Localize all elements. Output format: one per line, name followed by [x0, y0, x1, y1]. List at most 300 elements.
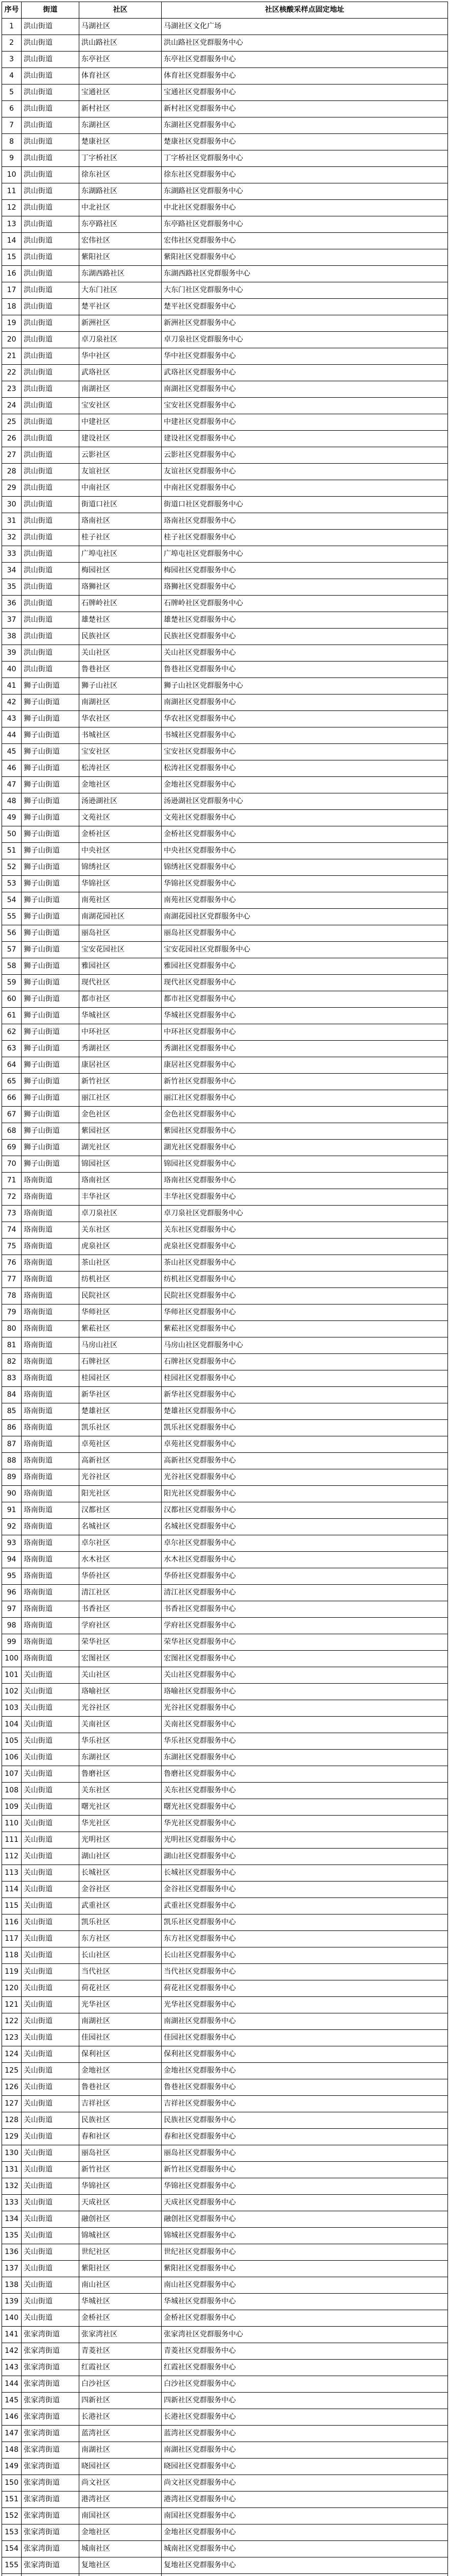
- row-community: 吉祥社区: [79, 2096, 162, 2112]
- row-community: 丁字桥社区: [79, 150, 162, 167]
- row-street: 狮子山街道: [22, 1107, 79, 1123]
- row-community: 华乐社区: [79, 1733, 162, 1750]
- row-address: 现代社区党群服务中心: [162, 975, 448, 991]
- row-index: 99: [2, 1634, 22, 1651]
- table-row: [2, 1403, 448, 1420]
- row-community: 桂园社区: [79, 1370, 162, 1387]
- row-index: 47: [2, 777, 22, 793]
- row-community: 卓苑社区: [79, 1436, 162, 1453]
- row-community: 青菱社区: [79, 2343, 162, 2360]
- row-address: 卓刀泉社区党群服务中心: [162, 1206, 448, 1222]
- row-index: 51: [2, 843, 22, 859]
- row-community: 民族社区: [79, 629, 162, 645]
- table-row: [2, 1189, 448, 1206]
- row-index: 4: [2, 68, 22, 84]
- row-community: 尚文社区: [79, 2475, 162, 2492]
- row-index: 140: [2, 2310, 22, 2327]
- row-street: 关山街道: [22, 1700, 79, 1717]
- row-community: 徐东社区: [79, 167, 162, 183]
- row-community: 丽江社区: [79, 1090, 162, 1107]
- row-address: 汤逊湖社区党群服务中心: [162, 793, 448, 810]
- table-row: [2, 1107, 448, 1123]
- row-street: 张家湾街道: [22, 2376, 79, 2393]
- row-index: 118: [2, 1947, 22, 1964]
- row-index: 35: [2, 579, 22, 596]
- table-row: [2, 2096, 448, 2112]
- table-row: [2, 1008, 448, 1024]
- table-row: [2, 2112, 448, 2129]
- row-index: 143: [2, 2360, 22, 2376]
- row-index: 90: [2, 1486, 22, 1502]
- table-row: [2, 1947, 448, 1964]
- row-index: 120: [2, 1980, 22, 1997]
- table-row: [2, 1156, 448, 1173]
- row-street: 洪山街道: [22, 84, 79, 101]
- row-community: 雅园社区: [79, 958, 162, 975]
- table-row: [2, 2327, 448, 2343]
- table-row: [2, 1997, 448, 2013]
- row-community: 汉都社区: [79, 1502, 162, 1519]
- row-index: 20: [2, 332, 22, 348]
- row-address: 光谷社区党群服务中心: [162, 1469, 448, 1486]
- row-community: 新竹社区: [79, 1074, 162, 1090]
- row-street: 洪山街道: [22, 167, 79, 183]
- row-index: 102: [2, 1684, 22, 1700]
- row-street: 洪山街道: [22, 612, 79, 629]
- table-row: [2, 563, 448, 579]
- table-row: [2, 1964, 448, 1980]
- table-row: [2, 216, 448, 233]
- row-street: 洪山街道: [22, 216, 79, 233]
- row-street: 狮子山街道: [22, 975, 79, 991]
- row-street: 洪山街道: [22, 150, 79, 167]
- row-community: 四新社区: [79, 2393, 162, 2409]
- row-index: 50: [2, 826, 22, 843]
- row-index: 72: [2, 1189, 22, 1206]
- row-community: 湖光社区: [79, 1140, 162, 1156]
- row-address: 新村社区党群服务中心: [162, 101, 448, 117]
- row-address: 南湖社区党群服务中心: [162, 2442, 448, 2459]
- row-community: 保利社区: [79, 2046, 162, 2063]
- row-community: 长城社区: [79, 1865, 162, 1882]
- row-address: 武重社区党群服务中心: [162, 1898, 448, 1914]
- row-community: 虎泉社区: [79, 1239, 162, 1255]
- row-community: 宝安社区: [79, 744, 162, 760]
- row-index: 107: [2, 1766, 22, 1783]
- row-index: 57: [2, 942, 22, 958]
- row-street: 张家湾街道: [22, 2343, 79, 2360]
- row-index: 78: [2, 1288, 22, 1304]
- row-address: 珞南社区党群服务中心: [162, 1173, 448, 1189]
- row-address: 雄楚社区党群服务中心: [162, 612, 448, 629]
- row-street: 关山街道: [22, 2112, 79, 2129]
- table-row: [2, 249, 448, 266]
- row-street: 狮子山街道: [22, 1156, 79, 1173]
- table-row: [2, 2492, 448, 2508]
- row-street: 洪山街道: [22, 200, 79, 216]
- row-street: 狮子山街道: [22, 909, 79, 925]
- row-community: 金地社区: [79, 777, 162, 793]
- row-community: 宝安社区: [79, 398, 162, 414]
- row-community: 东湖社区: [79, 117, 162, 134]
- table-row: [2, 1123, 448, 1140]
- row-community: 金地社区: [79, 2063, 162, 2079]
- row-community: 晓园社区: [79, 2459, 162, 2475]
- row-street: 洪山街道: [22, 134, 79, 150]
- table-row: [2, 134, 448, 150]
- row-street: 狮子山街道: [22, 727, 79, 744]
- row-community: 云影社区: [79, 447, 162, 464]
- table-row: [2, 925, 448, 942]
- row-street: 狮子山街道: [22, 711, 79, 727]
- row-address: 红霞社区党群服务中心: [162, 2360, 448, 2376]
- row-community: 书香社区: [79, 1601, 162, 1618]
- row-index: 79: [2, 1304, 22, 1321]
- row-community: 南湖社区: [79, 2013, 162, 2030]
- row-address: 港湾社区党群服务中心: [162, 2492, 448, 2508]
- row-address: 紫阳社区党群服务中心: [162, 249, 448, 266]
- row-community: 关南社区: [79, 1717, 162, 1733]
- row-community: 金谷社区: [79, 1882, 162, 1898]
- table-row: [2, 1469, 448, 1486]
- row-address: 楚平社区党群服务中心: [162, 299, 448, 315]
- row-index: 61: [2, 1008, 22, 1024]
- row-address: 桂园社区党群服务中心: [162, 1370, 448, 1387]
- row-street: 关山街道: [22, 2261, 79, 2277]
- row-street: 珞南街道: [22, 1173, 79, 1189]
- row-index: 128: [2, 2112, 22, 2129]
- row-community: 紫阳社区: [79, 249, 162, 266]
- table-row: [2, 1486, 448, 1502]
- row-index: 6: [2, 101, 22, 117]
- row-community: 蓝湾社区: [79, 2426, 162, 2442]
- row-address: 华中社区党群服务中心: [162, 348, 448, 365]
- row-index: 145: [2, 2393, 22, 2409]
- row-community: 学府社区: [79, 1618, 162, 1634]
- row-street: 狮子山街道: [22, 843, 79, 859]
- row-community: 光华社区: [79, 1997, 162, 2013]
- row-community: 中环社区: [79, 1024, 162, 1041]
- row-address: 云影社区党群服务中心: [162, 447, 448, 464]
- row-street: 洪山街道: [22, 183, 79, 200]
- row-street: 狮子山街道: [22, 826, 79, 843]
- row-street: 狮子山街道: [22, 942, 79, 958]
- row-community: 汤逊湖社区: [79, 793, 162, 810]
- table-row: [2, 991, 448, 1008]
- row-street: 珞南街道: [22, 1486, 79, 1502]
- table-row: [2, 1074, 448, 1090]
- row-community: 曙光社区: [79, 1799, 162, 1816]
- row-index: 9: [2, 150, 22, 167]
- table-row: [2, 117, 448, 134]
- table-row: [2, 2557, 448, 2574]
- row-index: 14: [2, 233, 22, 249]
- row-index: 16: [2, 266, 22, 282]
- row-street: 洪山街道: [22, 480, 79, 497]
- row-street: 洪山街道: [22, 117, 79, 134]
- table-row: [2, 1585, 448, 1601]
- table-row: [2, 1387, 448, 1403]
- table-row: [2, 1024, 448, 1041]
- table-row: [2, 497, 448, 513]
- row-index: 15: [2, 249, 22, 266]
- row-index: 95: [2, 1568, 22, 1585]
- row-community: 珞南社区: [79, 1173, 162, 1189]
- row-address: 金地社区党群服务中心: [162, 2524, 448, 2541]
- row-street: 洪山街道: [22, 579, 79, 596]
- table-row: [2, 1535, 448, 1552]
- row-community: 东湖西路社区: [79, 266, 162, 282]
- row-address: 南国社区党群服务中心: [162, 2508, 448, 2524]
- row-community: 宏伟社区: [79, 233, 162, 249]
- table-row: [2, 332, 448, 348]
- row-street: 关山街道: [22, 2228, 79, 2244]
- row-address: 关东社区党群服务中心: [162, 1222, 448, 1239]
- row-street: 珞南街道: [22, 1585, 79, 1601]
- row-street: 狮子山街道: [22, 793, 79, 810]
- row-index: 26: [2, 431, 22, 447]
- row-street: 珞南街道: [22, 1601, 79, 1618]
- table-body: [2, 19, 448, 2576]
- row-address: 马房山社区党群服务中心: [162, 1337, 448, 1354]
- row-street: 关山街道: [22, 2195, 79, 2211]
- row-index: 114: [2, 1882, 22, 1898]
- row-community: 丽岛社区: [79, 925, 162, 942]
- row-community: 华锦社区: [79, 2178, 162, 2195]
- row-street: 关山街道: [22, 2013, 79, 2030]
- table-row: [2, 2211, 448, 2228]
- table-row: [2, 1865, 448, 1882]
- table-row: [2, 1370, 448, 1387]
- table-row: [2, 2508, 448, 2524]
- address-table: [2, 2, 448, 2576]
- row-street: 珞南街道: [22, 1502, 79, 1519]
- row-index: 66: [2, 1090, 22, 1107]
- row-community: 阳光社区: [79, 1486, 162, 1502]
- row-address: 春和社区党群服务中心: [162, 2129, 448, 2145]
- table-row: [2, 1651, 448, 1667]
- row-address: 白沙社区党群服务中心: [162, 2376, 448, 2393]
- table-row: [2, 859, 448, 876]
- row-community: 凯乐社区: [79, 1914, 162, 1931]
- row-address: 晓园社区党群服务中心: [162, 2459, 448, 2475]
- row-street: 珞南街道: [22, 1535, 79, 1552]
- row-index: 23: [2, 381, 22, 398]
- row-community: 南湖花园社区: [79, 909, 162, 925]
- table-row: [2, 596, 448, 612]
- row-community: 华中社区: [79, 348, 162, 365]
- row-community: 南湖社区: [79, 694, 162, 711]
- table-row: [2, 1898, 448, 1914]
- table-row: [2, 84, 448, 101]
- row-street: 狮子山街道: [22, 760, 79, 777]
- table-row: [2, 2442, 448, 2459]
- row-index: 2: [2, 35, 22, 52]
- row-address: 华光社区党群服务中心: [162, 1816, 448, 1832]
- table-row: [2, 1288, 448, 1304]
- table-row: [2, 464, 448, 480]
- table-row: [2, 1255, 448, 1272]
- table-row: [2, 843, 448, 859]
- row-index: 68: [2, 1123, 22, 1140]
- row-community: 复地社区: [79, 2557, 162, 2574]
- row-address: 街道口社区党群服务中心: [162, 497, 448, 513]
- row-street: 珞南街道: [22, 1272, 79, 1288]
- row-address: 建设社区党群服务中心: [162, 431, 448, 447]
- table-row: [2, 2079, 448, 2096]
- row-street: 狮子山街道: [22, 892, 79, 909]
- table-row: [2, 447, 448, 464]
- table-row: [2, 2228, 448, 2244]
- row-address: 南苑社区党群服务中心: [162, 892, 448, 909]
- table-row: [2, 1568, 448, 1585]
- row-index: 3: [2, 52, 22, 68]
- row-street: 珞南街道: [22, 1189, 79, 1206]
- row-index: 52: [2, 859, 22, 876]
- row-address: 名城社区党群服务中心: [162, 1519, 448, 1535]
- row-address: 南湖花园社区党群服务中心: [162, 909, 448, 925]
- row-community: 马房山社区: [79, 1337, 162, 1354]
- row-street: 关山街道: [22, 1865, 79, 1882]
- row-address: 丽江社区党群服务中心: [162, 1090, 448, 1107]
- row-address: 锦城社区党群服务中心: [162, 2228, 448, 2244]
- row-street: 张家湾街道: [22, 2459, 79, 2475]
- row-index: 44: [2, 727, 22, 744]
- row-index: 43: [2, 711, 22, 727]
- row-street: 张家湾街道: [22, 2475, 79, 2492]
- table-row: [2, 1453, 448, 1469]
- row-street: 珞南街道: [22, 1519, 79, 1535]
- row-index: 101: [2, 1667, 22, 1684]
- row-address: 康居社区党群服务中心: [162, 1057, 448, 1074]
- row-index: 46: [2, 760, 22, 777]
- table-row: [2, 711, 448, 727]
- row-street: 洪山街道: [22, 447, 79, 464]
- row-address: 荷花社区党群服务中心: [162, 1980, 448, 1997]
- header-index: 序号: [2, 2, 22, 19]
- table-row: [2, 2376, 448, 2393]
- row-community: 鲁巷社区: [79, 2079, 162, 2096]
- row-address: 金地社区党群服务中心: [162, 2063, 448, 2079]
- row-community: 新洲社区: [79, 315, 162, 332]
- row-community: 宝安花园社区: [79, 942, 162, 958]
- table-row: [2, 1816, 448, 1832]
- row-community: 华锦社区: [79, 876, 162, 892]
- row-community: 华师社区: [79, 1304, 162, 1321]
- row-street: 关山街道: [22, 1684, 79, 1700]
- row-index: 10: [2, 167, 22, 183]
- table-row: [2, 1980, 448, 1997]
- table-row: [2, 1519, 448, 1535]
- row-index: 34: [2, 563, 22, 579]
- row-street: 张家湾街道: [22, 2442, 79, 2459]
- row-community: 梅园社区: [79, 563, 162, 579]
- row-address: 关山社区党群服务中心: [162, 1667, 448, 1684]
- table-row: [2, 1272, 448, 1288]
- row-street: 珞南街道: [22, 1651, 79, 1667]
- row-index: 146: [2, 2409, 22, 2426]
- table-row: [2, 2145, 448, 2162]
- row-address: 民院社区党群服务中心: [162, 1288, 448, 1304]
- row-address: 桂子社区党群服务中心: [162, 530, 448, 546]
- row-street: 狮子山街道: [22, 876, 79, 892]
- table-row: [2, 1552, 448, 1568]
- row-index: 129: [2, 2129, 22, 2145]
- row-street: 洪山街道: [22, 596, 79, 612]
- row-index: 38: [2, 629, 22, 645]
- row-street: 张家湾街道: [22, 2426, 79, 2442]
- row-street: 张家湾街道: [22, 2492, 79, 2508]
- row-index: 154: [2, 2541, 22, 2557]
- row-community: 楚康社区: [79, 134, 162, 150]
- table-row: [2, 662, 448, 678]
- row-street: 珞南街道: [22, 1370, 79, 1387]
- table-row: [2, 2046, 448, 2063]
- row-community: 武重社区: [79, 1898, 162, 1914]
- row-address: 宝安花园社区党群服务中心: [162, 942, 448, 958]
- table-row: [2, 1222, 448, 1239]
- row-street: 关山街道: [22, 2244, 79, 2261]
- row-community: 华光社区: [79, 1816, 162, 1832]
- row-street: 狮子山街道: [22, 859, 79, 876]
- row-address: 湖光社区党群服务中心: [162, 1140, 448, 1156]
- row-community: 佳园社区: [79, 2030, 162, 2046]
- row-community: 荣华社区: [79, 1634, 162, 1651]
- row-community: 茶山社区: [79, 1255, 162, 1272]
- row-address: 丽岛社区党群服务中心: [162, 2145, 448, 2162]
- row-index: 87: [2, 1436, 22, 1453]
- table-row: [2, 1239, 448, 1255]
- row-community: 武珞社区: [79, 365, 162, 381]
- row-community: 新村社区: [79, 101, 162, 117]
- table-row: [2, 2294, 448, 2310]
- row-community: 融创社区: [79, 2211, 162, 2228]
- row-address: 东湖社区党群服务中心: [162, 117, 448, 134]
- row-address: 紫阳社区党群服务中心: [162, 2261, 448, 2277]
- row-address: 华锦社区党群服务中心: [162, 2178, 448, 2195]
- row-community: 都市社区: [79, 991, 162, 1008]
- row-street: 洪山街道: [22, 365, 79, 381]
- table-row: [2, 892, 448, 909]
- table-row: [2, 52, 448, 68]
- row-street: 关山街道: [22, 2145, 79, 2162]
- row-address: 融创社区党群服务中心: [162, 2211, 448, 2228]
- row-community: 世纪社区: [79, 2244, 162, 2261]
- row-community: 东湖路社区: [79, 183, 162, 200]
- table-row: [2, 2459, 448, 2475]
- row-community: 华侨社区: [79, 1568, 162, 1585]
- row-address: 尚文社区党群服务中心: [162, 2475, 448, 2492]
- table-row: [2, 1667, 448, 1684]
- row-address: 卓苑社区党群服务中心: [162, 1436, 448, 1453]
- row-address: 南湖社区党群服务中心: [162, 694, 448, 711]
- row-index: 42: [2, 694, 22, 711]
- row-community: 鲁磨社区: [79, 1766, 162, 1783]
- table-row: [2, 1766, 448, 1783]
- row-address: 楚康社区党群服务中心: [162, 134, 448, 150]
- table-row: [2, 2426, 448, 2442]
- row-address: 茶山社区党群服务中心: [162, 1255, 448, 1272]
- row-index: 19: [2, 315, 22, 332]
- row-index: 124: [2, 2046, 22, 2063]
- row-community: 当代社区: [79, 1964, 162, 1980]
- row-community: 华农社区: [79, 711, 162, 727]
- row-address: 东亭社区党群服务中心: [162, 52, 448, 68]
- row-street: 关山街道: [22, 1799, 79, 1816]
- row-street: 洪山街道: [22, 662, 79, 678]
- row-street: 洪山街道: [22, 299, 79, 315]
- row-street: 珞南街道: [22, 1568, 79, 1585]
